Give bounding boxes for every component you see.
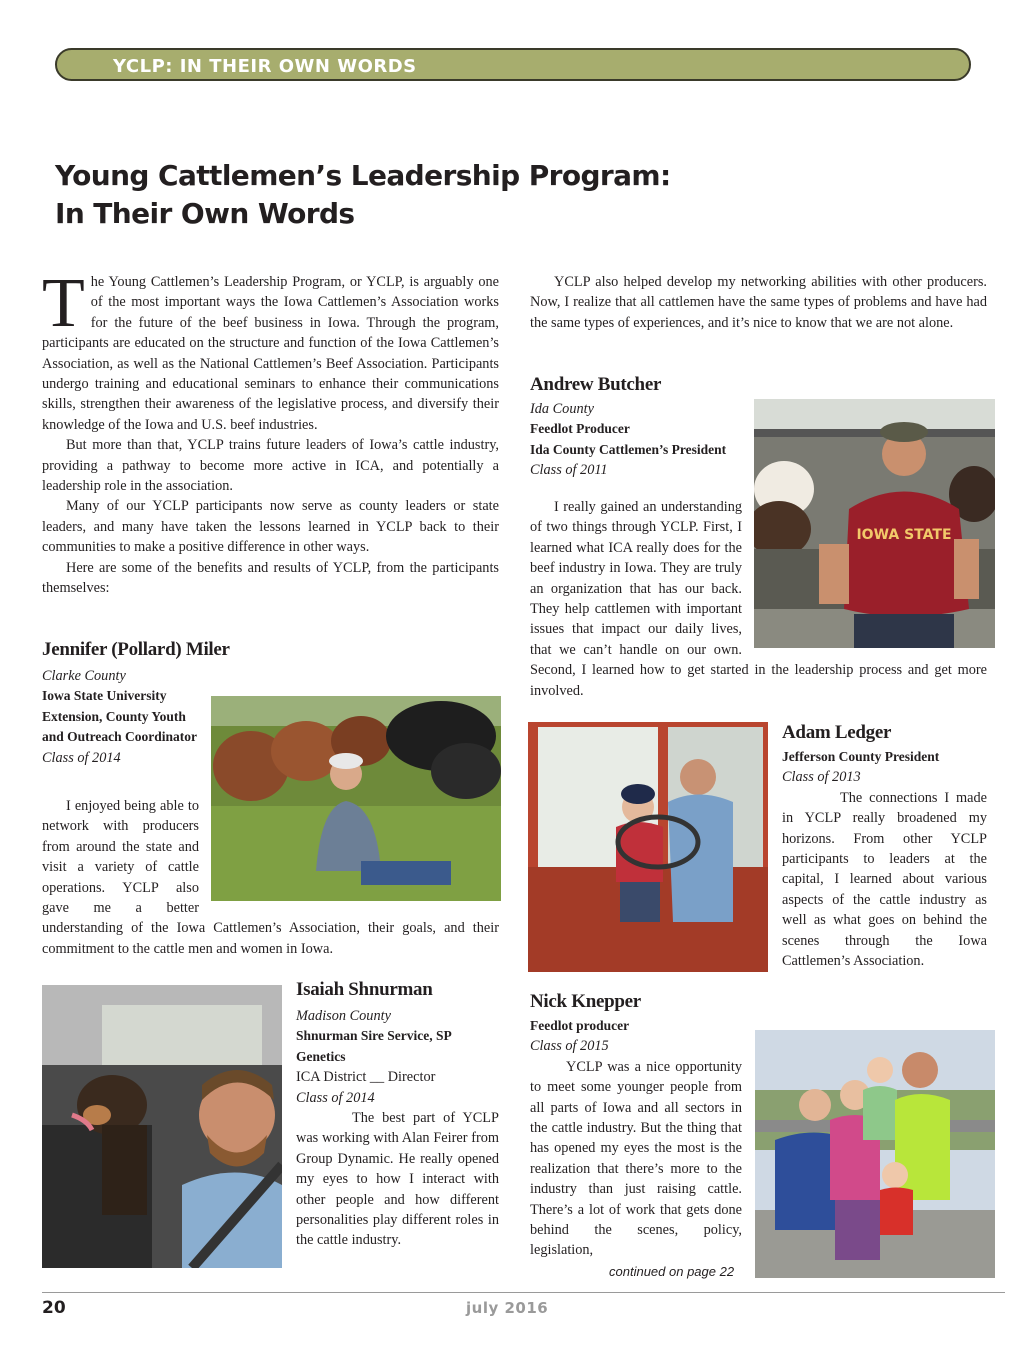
profile-class: Class of 2015 [530, 1038, 609, 1055]
networking-paragraph: YCLP also helped develop my networking abilities with other producers. Now, I realize that all cattlemen have the same types of problems and have had the same types of experiences, and it’s nice to know that we are not alone. [530, 274, 987, 331]
footer-divider [42, 1292, 1005, 1293]
intro-paragraph-4: Here are some of the benefits and results of YCLP, from the participants themselves: [42, 559, 499, 597]
quote-andrew-top [530, 497, 987, 701]
profile-role-2: Ida County Cattlemen’s President [530, 441, 727, 457]
profile-county: Ida County [530, 401, 594, 417]
profile-quote: The best part of YCLP was working with Alan Feirer from Group Dynamic. He really opened my eyes to how I interact with other people and how different personalities play different roles in the cattle industry. [296, 1110, 499, 1249]
profile-isaiah [296, 978, 499, 1251]
quote-jennifer: I enjoyed being able to network with producers from around the state and visit a variety of cattle operations. YCLP also gave me a better understanding of the Iowa Cattlemen’s Association, their goals, and their commitment to the cattle men and women in Iowa. [42, 798, 499, 957]
continued-note: continued on page 22 [609, 1264, 735, 1279]
intro-paragraph-3: Many of our YCLP participants now serve as county leaders or state leaders, and many have taken the lessons learned in YCLP back to their communities to make a positive difference in other ways. [42, 498, 499, 556]
article-title [55, 157, 815, 233]
profile-quote: YCLP was a nice opportunity to meet some younger people from all parts of Iowa and all sectors in the cattle industry. But the thing that has opened my eyes the most is the realization that there’s more to the industry than just raising cattle. There’s a lot of work that gets done behind the scenes, policy, legislation, [530, 1058, 742, 1259]
profile-quote: The connections I made in YCLP really broadened my horizons. From other YCLP participants to leaders at the capital, I learned about various aspects of the cattle industry as well as what goes on behind the scenes through the Iowa Cattlemen’s Association. [782, 789, 987, 970]
profile-county: Madison County [296, 1008, 391, 1024]
profile-adam [782, 721, 987, 971]
photo-nick [755, 1030, 995, 1278]
profile-class: Class of 2011 [530, 462, 608, 479]
photo-isaiah [42, 985, 282, 1268]
issue-date: july 2016 [466, 1299, 549, 1317]
profile-county: Clarke County [42, 668, 126, 684]
title-line-2: In Their Own Words [55, 197, 355, 230]
intro-paragraph-2: But more than that, YCLP trains future leaders of Iowa’s cattle industry, providing a pathway to become more active in ICA, and potentially a leadership role in the association. [42, 437, 499, 495]
profile-name: Nick Knepper [530, 991, 641, 1012]
profile-class: Class of 2014 [296, 1089, 375, 1106]
profile-name: Adam Ledger [782, 722, 892, 743]
profile-quote: I really gained an understanding of two things through YCLP. First, I learned what ICA really does for the beef industry in Iowa. They are truly an organization that has our back. They help cattlemen with important issues that impact our daily lives, that we can’t handle on our own. Second, I learned how to get started in the leadership process and get more involved. [530, 499, 987, 699]
profile-class: Class of 2014 [42, 749, 121, 766]
profile-nick [530, 990, 742, 1261]
profile-role: Shnurman Sire Service, SP Genetics [296, 1028, 452, 1064]
profile-name: Jennifer (Pollard) Miler [42, 639, 230, 660]
section-banner [55, 48, 971, 81]
profile-role: Iowa State University Extension, County Youth and Outreach Coordinator [42, 688, 198, 745]
profile-jennifer [42, 638, 230, 768]
profile-andrew [530, 373, 742, 481]
profile-role: Jefferson County President [782, 749, 940, 764]
title-line-1: Young Cattlemen’s Leadership Program: [55, 159, 671, 192]
profile-name: Andrew Butcher [530, 374, 662, 395]
banner-label: YCLP: IN THEIR OWN WORDS [113, 56, 417, 77]
intro-paragraph-1: The Young Cattlemen’s Leadership Program, or YCLP, is arguably one of the most important ways the Iowa Cattlemen’s Association works for the future of the beef business in Iowa. Through the program, participants are educated on the structure and function of the Iowa Cattlemen’s Association, as well as the National Cattlemen’s Beef Association. Participants undergo training and educational seminars to enhance their communications skills, strengthen their awareness of the legislative process, and diversify their knowledge of the Iowa and U.S. beef industries. [42, 265, 499, 433]
drop-cap: T [42, 265, 85, 342]
photo-adam [528, 722, 768, 972]
profile-role: Feedlot producer [530, 1018, 630, 1033]
profile-name: Isaiah Shnurman [296, 979, 433, 1000]
profile-role-2: ICA District __ Director [296, 1069, 436, 1086]
shirt-logo-text: IOWA STATE [856, 527, 952, 543]
profile-role: Feedlot Producer [530, 421, 630, 437]
page-number: 20 [42, 1298, 66, 1318]
profile-class: Class of 2013 [782, 769, 861, 786]
intro-column [42, 265, 499, 599]
